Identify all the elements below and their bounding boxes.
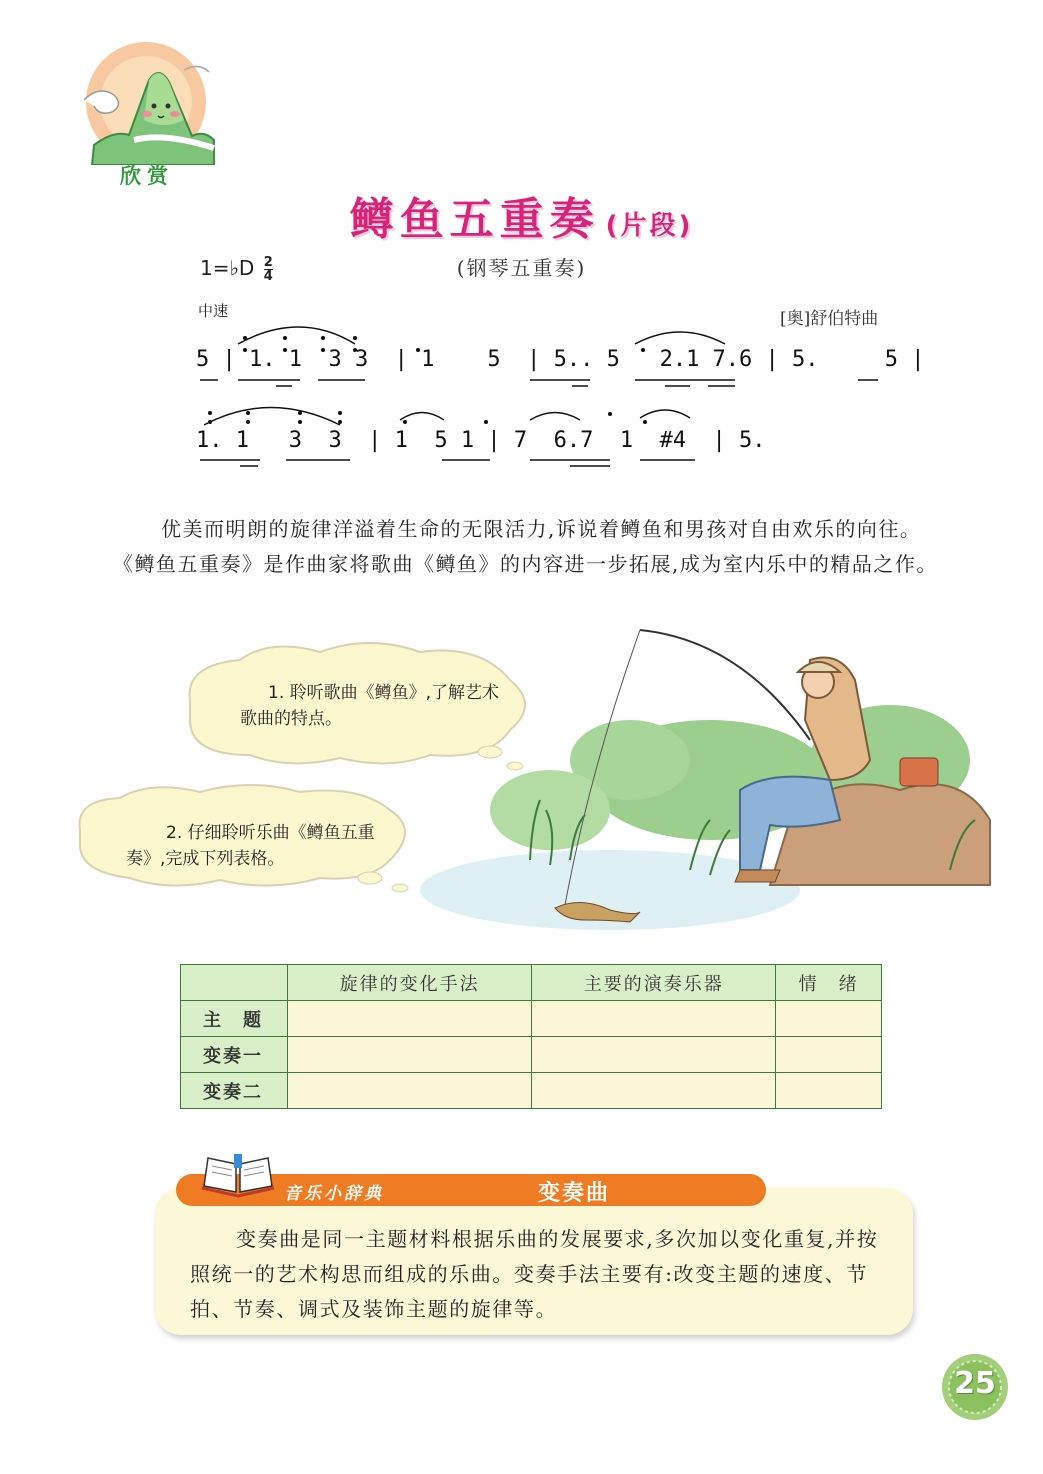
section-label: 欣赏 <box>120 164 174 188</box>
subtitle: (钢琴五重奏) <box>456 256 587 280</box>
table-corner-cell <box>181 965 288 1001</box>
table-row <box>181 1037 882 1073</box>
dictionary-term: 变奏曲 <box>538 1181 611 1206</box>
listening-table <box>180 964 882 1109</box>
fisherman-illustration <box>70 620 1000 940</box>
table-cell[interactable] <box>288 1073 532 1109</box>
bubble-task-1 <box>240 680 500 732</box>
table-row-header: 变奏一 <box>181 1037 288 1073</box>
table-cell[interactable] <box>776 1073 882 1109</box>
tempo-marking: 中速 <box>198 302 229 320</box>
mountain-mascot-illustration <box>74 40 224 165</box>
table-cell[interactable] <box>776 1037 882 1073</box>
title-sub: (片段) <box>605 211 694 241</box>
dictionary-label: 音乐小辞典 <box>284 1184 384 1204</box>
bubble-task-2-text: 2. 仔细聆听乐曲《鳟鱼五重奏》,完成下列表格。 <box>126 823 375 869</box>
dictionary-text <box>190 1222 890 1327</box>
table-cell[interactable] <box>532 1001 776 1037</box>
open-book-icon <box>200 1152 278 1198</box>
score-line-1: 5 | 1. 1 3 3 | 1 5 | 5.. 5 2.1 7.6 | 5. 5 | <box>196 347 925 372</box>
title-main: 鳟鱼五重奏 <box>349 194 600 245</box>
table-cell[interactable] <box>532 1037 776 1073</box>
table-col-header: 情 绪 <box>776 965 882 1001</box>
page-title <box>0 183 1043 247</box>
time-bottom: 4 <box>263 269 273 284</box>
key-text: 1=♭D <box>200 256 255 280</box>
time-top: 2 <box>263 255 273 270</box>
key-signature <box>200 256 273 283</box>
score-line-2: 1. 1 3 3 | 1 5 1 | 7 6.7 1 #4 | 5. <box>196 428 766 453</box>
page-number: 25 <box>954 1366 996 1401</box>
table-header-row <box>181 965 882 1001</box>
table-cell[interactable] <box>288 1037 532 1073</box>
table-row-header: 主 题 <box>181 1001 288 1037</box>
intro-paragraph <box>113 512 953 582</box>
table-cell[interactable] <box>776 1001 882 1037</box>
table-row <box>181 1001 882 1037</box>
bubble-task-2 <box>126 820 406 872</box>
table-col-header: 主要的演奏乐器 <box>532 965 776 1001</box>
dictionary-body: 变奏曲是同一主题材料根据乐曲的发展要求,多次加以变化重复,并按照统一的艺术构思而组成的乐曲。变奏手法主要有:改变主题的速度、节拍、节奏、调式及装饰主题的旋律等。 <box>190 1227 879 1321</box>
intro-text: 优美而明朗的旋律洋溢着生命的无限活力,诉说着鳟鱼和男孩对自由欢乐的向往。《鳟鱼五重奏》是作曲家将歌曲《鳟鱼》的内容进一步拓展,成为室内乐中的精品之作。 <box>113 517 938 576</box>
table-col-header: 旋律的变化手法 <box>288 965 532 1001</box>
table-row-header: 变奏二 <box>181 1073 288 1109</box>
time-signature <box>264 256 273 283</box>
table-row <box>181 1073 882 1109</box>
bubble-task-1-text: 1. 聆听歌曲《鳟鱼》,了解艺术歌曲的特点。 <box>240 683 500 729</box>
table-cell[interactable] <box>288 1001 532 1037</box>
composer: [奥]舒伯特曲 <box>780 309 879 329</box>
table-cell[interactable] <box>532 1073 776 1109</box>
